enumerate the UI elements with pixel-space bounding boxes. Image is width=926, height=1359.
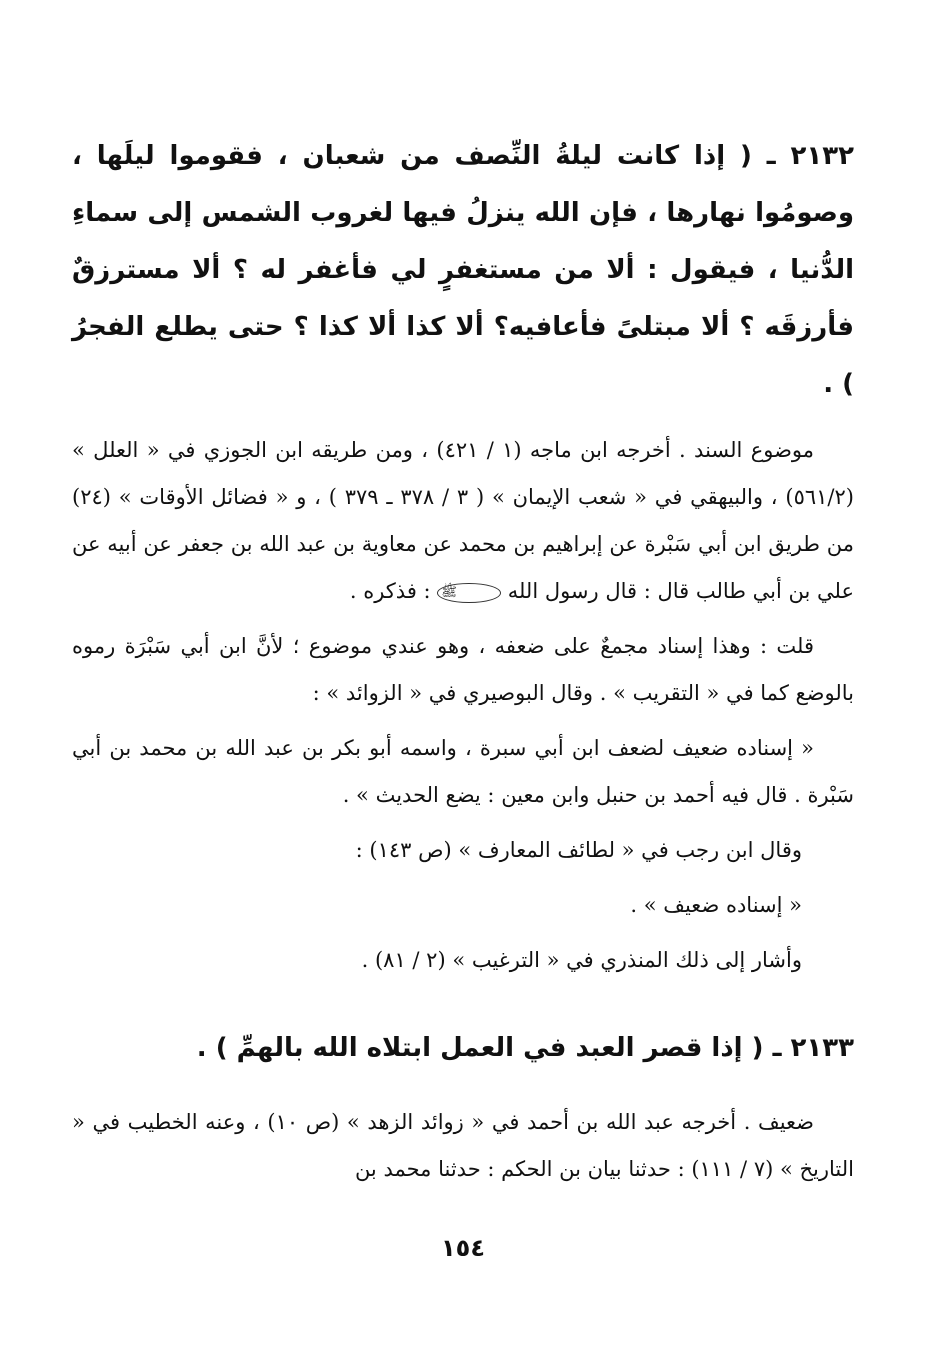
commentary-2132-takhrij bbox=[72, 427, 854, 615]
commentary-2133-takhrij: ضعيف . أخرجه عبد الله بن أحمد في « زوائد الزهد » (ص ١٠) ، وعنه الخطيب في « التاريخ » (٧ / ١١١) : حدثنا بيان بن الحكم : حدثنا محمد بن bbox=[72, 1110, 854, 1181]
salla-symbol: ﷺ bbox=[437, 583, 501, 603]
commentary-2132-ibn-rajab: وقال ابن رجب في « لطائف المعارف » (ص ١٤٣) : bbox=[355, 838, 802, 862]
hadith-2132: ٢١٣٢ ـ ( إذا كانت ليلةُ النِّصف من شعبان ، فقوموا ليلَها ، وصومُوا نهارها ، فإن الله ينزلُ فيها لغروب الشمس إلى سماءِ الدُّنيا ، فيقول : ألا من مستغفرٍ لي فأغفر له ؟ ألا مسترزقٌ فأرزقَه ؟ ألا مبتلىً فأعافيه؟ ألا كذا ألا كذا ؟ حتى يطلع الفجرُ ) . bbox=[72, 141, 854, 399]
page-body bbox=[72, 128, 854, 1201]
hadith-2133: ٢١٣٣ ـ ( إذا قصر العبد في العمل ابتلاه الله بالهمِّ ) . bbox=[196, 1033, 854, 1063]
commentary-2132-busiri-quote: « إسناده ضعيف لضعف ابن أبي سبرة ، واسمه أبو بكر بن عبد الله بن محمد بن أبي سَبْرة . قال فيه أحمد بن حنبل وابن معين : يضع الحديث » . bbox=[72, 736, 854, 807]
commentary-2132-ibn-rajab-quote: « إسناده ضعيف » . bbox=[630, 893, 802, 917]
takhrij-text: موضوع السند . أخرجه ابن ماجه (١ / ٤٢١) ، ومن طريقه ابن الجوزي في « العلل » (٥٦١/٢) ، والبيهقي في « شعب الإيمان » ( ٣ / ٣٧٨ ـ ٣٧٩ ) ، و « فضائل الأوقات » (٢٤) من طريق ابن أبي سَبْرة عن إبراهيم بن محمد عن معاوية بن عبد الله بن جعفر عن أبيه عن علي بن أبي طالب قال : قال رسول الله bbox=[72, 438, 854, 603]
commentary-2132-mundhiri: وأشار إلى ذلك المنذري في « الترغيب » (٢ / ٨١) . bbox=[361, 948, 802, 972]
takhrij-end: : فذكره . bbox=[349, 579, 438, 603]
commentary-2132-opinion: قلت : وهذا إسناد مجمعٌ على ضعفه ، وهو عندي موضوع ؛ لأنَّ ابن أبي سَبْرَة رموه بالوضع كما في « التقريب » . وقال البوصيري في « الزوائد » : bbox=[72, 634, 854, 705]
page-number: ١٥٤ bbox=[441, 1234, 485, 1262]
